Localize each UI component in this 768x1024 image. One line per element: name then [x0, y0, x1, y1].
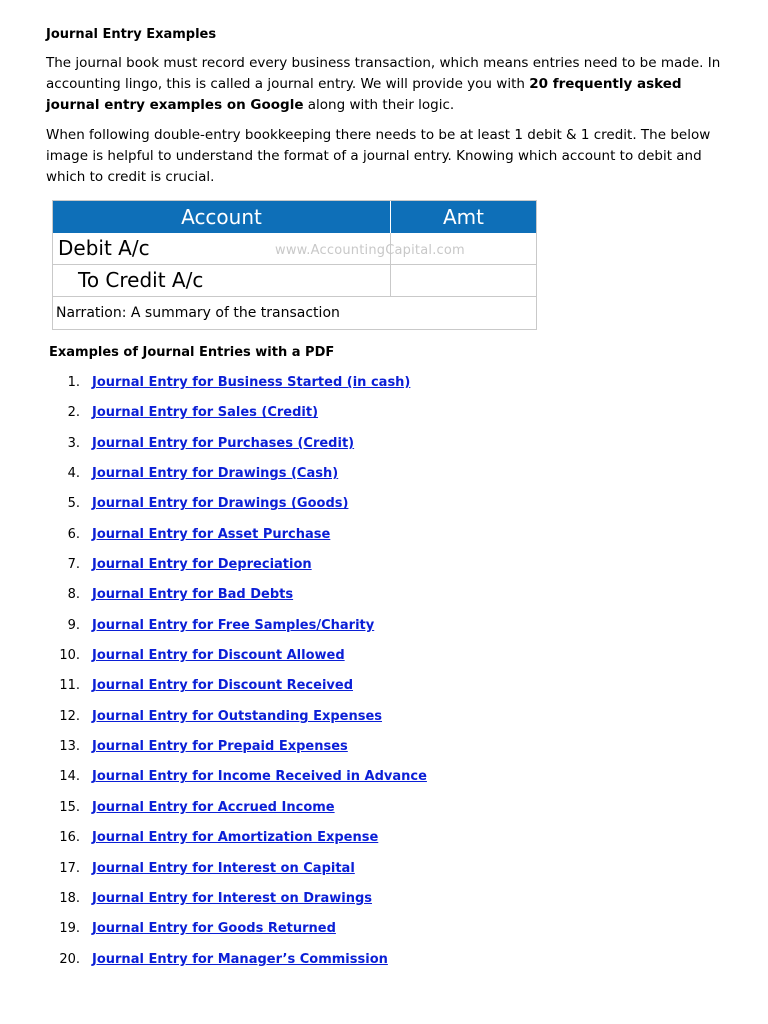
journal-entry-link[interactable]: Journal Entry for Goods Returned: [92, 921, 336, 937]
list-item: [0, 525, 768, 555]
list-item-number: 1.: [67, 375, 80, 390]
journal-entry-link[interactable]: Journal Entry for Discount Received: [92, 678, 354, 694]
journal-entry-link[interactable]: Journal Entry for Income Received in Advance: [92, 769, 427, 785]
examples-list: [0, 373, 768, 980]
journal-entry-link[interactable]: Journal Entry for Sales (Credit): [92, 405, 319, 421]
journal-entry-link[interactable]: Journal Entry for Manager’s Commission: [92, 951, 388, 967]
list-item: [0, 373, 768, 403]
header-amt: Amt: [442, 205, 484, 229]
double-entry-paragraph: When following double-entry bookkeeping there needs to be at least 1 debit & 1 credit. The below image is helpful to understand the format of a journal entry. Knowing which account to debit and which to credit is crucial.: [46, 127, 711, 185]
list-item: [0, 919, 768, 949]
journal-format-image: [52, 200, 537, 330]
examples-heading: Examples of Journal Entries with a PDF: [49, 345, 335, 360]
journal-entry-link[interactable]: Journal Entry for Outstanding Expenses: [92, 708, 383, 724]
journal-entry-link[interactable]: Journal Entry for Prepaid Expenses: [92, 739, 348, 755]
list-item-number: 2.: [67, 405, 80, 421]
list-item: [0, 707, 768, 737]
narration-row: Narration: A summary of the transaction: [56, 305, 340, 321]
list-item-number: 13.: [59, 739, 80, 755]
list-item-number: 6.: [67, 526, 80, 542]
journal-entry-link[interactable]: Journal Entry for Depreciation: [92, 557, 312, 573]
list-item: [0, 494, 768, 524]
journal-entry-link[interactable]: Journal Entry for Bad Debts: [92, 587, 294, 603]
list-item-number: 20.: [59, 951, 80, 967]
list-item: [0, 950, 768, 980]
list-item-number: 19.: [59, 921, 80, 937]
credit-row: [53, 265, 536, 297]
intro-paragraph: [46, 53, 726, 116]
list-item-number: 3.: [67, 435, 80, 451]
list-item: [0, 403, 768, 433]
debit-account-cell: Debit A/c: [53, 233, 391, 264]
list-item: [0, 859, 768, 889]
journal-entry-link[interactable]: Journal Entry for Purchases (Credit): [92, 435, 355, 451]
journal-format-header: [53, 201, 536, 233]
journal-entry-link[interactable]: Journal Entry for Free Samples/Charity: [92, 617, 375, 633]
list-item: [0, 464, 768, 494]
intro-text-end: along with their logic.: [303, 97, 455, 113]
list-item: [0, 889, 768, 919]
document-title: Journal Entry Examples: [46, 27, 217, 42]
intro-text-bold: 20 frequently asked journal entry examples on Google: [46, 76, 682, 113]
list-item-number: 15.: [59, 799, 80, 815]
journal-entry-link[interactable]: Journal Entry for Interest on Drawings: [92, 890, 373, 906]
list-item: [0, 767, 768, 797]
journal-entry-link[interactable]: Journal Entry for Drawings (Cash): [92, 466, 339, 482]
list-item-number: 12.: [59, 708, 80, 724]
list-item-number: 4.: [67, 466, 80, 482]
list-item-number: 8.: [67, 587, 80, 603]
list-item: [0, 676, 768, 706]
header-account: Account: [53, 201, 391, 233]
journal-entry-link[interactable]: Journal Entry for Accrued Income: [92, 799, 335, 815]
list-item-number: 16.: [59, 830, 80, 846]
list-item-number: 14.: [59, 769, 80, 785]
list-item: [0, 798, 768, 828]
document-body: [46, 24, 726, 197]
list-item: [0, 616, 768, 646]
journal-entry-link[interactable]: Journal Entry for Amortization Expense: [92, 830, 379, 846]
list-item-number: 17.: [59, 860, 80, 876]
list-item-number: 9.: [67, 617, 80, 633]
journal-entry-link[interactable]: Journal Entry for Drawings (Goods): [92, 496, 349, 512]
journal-entry-link[interactable]: Journal Entry for Interest on Capital: [92, 860, 355, 876]
list-item: [0, 555, 768, 585]
journal-entry-link[interactable]: Journal Entry for Discount Allowed: [92, 648, 345, 664]
intro-text-start: The journal book must record every business transaction, which means entries need to be made. In accounting lingo, this is called a journal entry. We will provide you with: [46, 55, 721, 92]
journal-entry-link[interactable]: Journal Entry for Asset Purchase: [92, 526, 331, 542]
list-item-number: 5.: [67, 496, 80, 512]
credit-account-cell: To Credit A/c: [53, 265, 391, 296]
list-item: [0, 434, 768, 464]
list-item: [0, 585, 768, 615]
list-item: [0, 646, 768, 676]
list-item-number: 7.: [67, 557, 80, 573]
journal-entry-link[interactable]: Journal Entry for Business Started (in cash): [92, 375, 411, 390]
list-item: [0, 737, 768, 767]
list-item: [0, 828, 768, 858]
watermark: www.AccountingCapital.com: [275, 243, 465, 258]
list-item-number: 18.: [59, 890, 80, 906]
list-item-number: 10.: [59, 648, 80, 664]
list-item-number: 11.: [59, 678, 80, 694]
credit-amount-cell: [391, 265, 536, 296]
